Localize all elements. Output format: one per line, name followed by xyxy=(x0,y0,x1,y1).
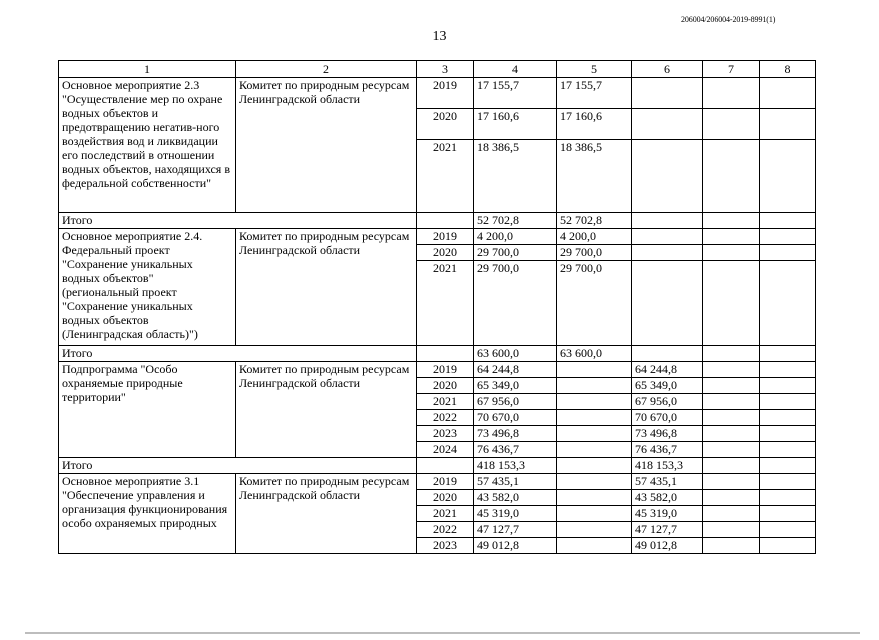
total-amount-cell: 63 600,0 xyxy=(474,346,557,362)
total-label: Итого xyxy=(59,458,417,474)
column-header: 7 xyxy=(703,61,760,78)
year-cell: 2021 xyxy=(417,394,474,410)
total-other-cell xyxy=(760,213,816,229)
table-row xyxy=(59,229,816,245)
measure-name: Основное мероприятие 3.1 "Обеспечение управления и организация функционирования особо охраняемых природных xyxy=(59,474,236,554)
amount-regional-cell: 64 244,8 xyxy=(632,362,703,378)
year-cell: 2019 xyxy=(417,78,474,109)
amount-federal-cell xyxy=(557,362,632,378)
year-cell: 2021 xyxy=(417,261,474,346)
year-cell: 2022 xyxy=(417,410,474,426)
amount-regional-cell xyxy=(632,245,703,261)
year-cell: 2024 xyxy=(417,442,474,458)
amount-other-cell xyxy=(760,442,816,458)
total-row xyxy=(59,213,816,229)
measure-name: Подпрограмма "Особо охраняемые природные территории" xyxy=(59,362,236,458)
table-row xyxy=(59,474,816,490)
total-regional-cell xyxy=(632,346,703,362)
amount-other-cell xyxy=(760,410,816,426)
measure-name: Основное мероприятие 2.3 "Осуществление мер по охране водных объектов и предотвращению негатив-ного воздействия вод и ликвидации его последствий в отношении водных объектов, находящихся в федеральной собственности" xyxy=(59,78,236,213)
amount-regional-cell: 65 349,0 xyxy=(632,378,703,394)
year-cell: 2019 xyxy=(417,229,474,245)
amount-regional-cell: 67 956,0 xyxy=(632,394,703,410)
total-year-cell xyxy=(417,346,474,362)
amount-local-cell xyxy=(703,410,760,426)
amount-federal-cell xyxy=(557,474,632,490)
year-cell: 2021 xyxy=(417,140,474,213)
amount-federal-cell xyxy=(557,538,632,554)
total-federal-cell: 63 600,0 xyxy=(557,346,632,362)
total-label: Итого xyxy=(59,346,417,362)
amount-local-cell xyxy=(703,140,760,213)
amount-federal-cell: 18 386,5 xyxy=(557,140,632,213)
total-federal-cell xyxy=(557,458,632,474)
amount-other-cell xyxy=(760,109,816,140)
total-row xyxy=(59,346,816,362)
column-header-row xyxy=(59,61,816,78)
amount-local-cell xyxy=(703,442,760,458)
amount-other-cell xyxy=(760,538,816,554)
amount-regional-cell: 49 012,8 xyxy=(632,538,703,554)
total-other-cell xyxy=(760,346,816,362)
total-local-cell xyxy=(703,213,760,229)
total-year-cell xyxy=(417,213,474,229)
amount-local-cell xyxy=(703,245,760,261)
scan-edge-line xyxy=(25,632,860,634)
document-id: 206004/206004-2019-8991(1) xyxy=(681,15,776,24)
amount-local-cell xyxy=(703,109,760,140)
year-cell: 2019 xyxy=(417,362,474,378)
amount-federal-cell: 17 160,6 xyxy=(557,109,632,140)
amount-federal-cell xyxy=(557,378,632,394)
amount-federal-cell xyxy=(557,442,632,458)
amount-other-cell xyxy=(760,506,816,522)
year-cell: 2020 xyxy=(417,490,474,506)
amount-other-cell xyxy=(760,426,816,442)
amount-other-cell xyxy=(760,140,816,213)
total-other-cell xyxy=(760,458,816,474)
year-cell: 2023 xyxy=(417,426,474,442)
amount-local-cell xyxy=(703,261,760,346)
amount-total-cell: 64 244,8 xyxy=(474,362,557,378)
total-row xyxy=(59,458,816,474)
budget-table xyxy=(58,60,816,554)
column-header: 4 xyxy=(474,61,557,78)
total-amount-cell: 418 153,3 xyxy=(474,458,557,474)
amount-total-cell: 67 956,0 xyxy=(474,394,557,410)
amount-regional-cell: 70 670,0 xyxy=(632,410,703,426)
amount-other-cell xyxy=(760,522,816,538)
amount-total-cell: 65 349,0 xyxy=(474,378,557,394)
amount-total-cell: 29 700,0 xyxy=(474,261,557,346)
executor-name: Комитет по природным ресурсам Ленинградской области xyxy=(236,229,417,346)
amount-local-cell xyxy=(703,426,760,442)
amount-local-cell xyxy=(703,538,760,554)
amount-total-cell: 47 127,7 xyxy=(474,522,557,538)
amount-federal-cell: 4 200,0 xyxy=(557,229,632,245)
amount-local-cell xyxy=(703,522,760,538)
table-row xyxy=(59,362,816,378)
amount-total-cell: 43 582,0 xyxy=(474,490,557,506)
amount-total-cell: 18 386,5 xyxy=(474,140,557,213)
amount-total-cell: 76 436,7 xyxy=(474,442,557,458)
total-regional-cell xyxy=(632,213,703,229)
total-federal-cell: 52 702,8 xyxy=(557,213,632,229)
total-local-cell xyxy=(703,458,760,474)
amount-federal-cell xyxy=(557,506,632,522)
amount-regional-cell: 43 582,0 xyxy=(632,490,703,506)
column-header: 1 xyxy=(59,61,236,78)
amount-other-cell xyxy=(760,394,816,410)
amount-regional-cell: 47 127,7 xyxy=(632,522,703,538)
amount-total-cell: 45 319,0 xyxy=(474,506,557,522)
executor-name: Комитет по природным ресурсам Ленинградской области xyxy=(236,362,417,458)
amount-total-cell: 4 200,0 xyxy=(474,229,557,245)
amount-federal-cell xyxy=(557,490,632,506)
column-header: 2 xyxy=(236,61,417,78)
amount-federal-cell xyxy=(557,394,632,410)
amount-local-cell xyxy=(703,78,760,109)
year-cell: 2021 xyxy=(417,506,474,522)
year-cell: 2019 xyxy=(417,474,474,490)
amount-federal-cell xyxy=(557,410,632,426)
total-amount-cell: 52 702,8 xyxy=(474,213,557,229)
amount-local-cell xyxy=(703,506,760,522)
page-number: 13 xyxy=(432,29,447,44)
column-header: 6 xyxy=(632,61,703,78)
year-cell: 2023 xyxy=(417,538,474,554)
amount-total-cell: 70 670,0 xyxy=(474,410,557,426)
amount-regional-cell xyxy=(632,109,703,140)
amount-federal-cell: 17 155,7 xyxy=(557,78,632,109)
amount-regional-cell xyxy=(632,261,703,346)
amount-other-cell xyxy=(760,229,816,245)
amount-total-cell: 49 012,8 xyxy=(474,538,557,554)
amount-local-cell xyxy=(703,474,760,490)
amount-federal-cell xyxy=(557,522,632,538)
column-header: 8 xyxy=(760,61,816,78)
amount-local-cell xyxy=(703,378,760,394)
amount-regional-cell: 45 319,0 xyxy=(632,506,703,522)
amount-other-cell xyxy=(760,245,816,261)
amount-other-cell xyxy=(760,490,816,506)
table-row xyxy=(59,78,816,109)
amount-regional-cell xyxy=(632,78,703,109)
year-cell: 2020 xyxy=(417,245,474,261)
amount-other-cell xyxy=(760,378,816,394)
year-cell: 2022 xyxy=(417,522,474,538)
year-cell: 2020 xyxy=(417,378,474,394)
amount-regional-cell: 57 435,1 xyxy=(632,474,703,490)
amount-federal-cell: 29 700,0 xyxy=(557,245,632,261)
total-label: Итого xyxy=(59,213,417,229)
amount-federal-cell: 29 700,0 xyxy=(557,261,632,346)
total-year-cell xyxy=(417,458,474,474)
executor-name: Комитет по природным ресурсам Ленинградской области xyxy=(236,474,417,554)
executor-name: Комитет по природным ресурсам Ленинградской области xyxy=(236,78,417,213)
amount-other-cell xyxy=(760,474,816,490)
total-local-cell xyxy=(703,346,760,362)
amount-regional-cell xyxy=(632,140,703,213)
amount-local-cell xyxy=(703,490,760,506)
amount-regional-cell xyxy=(632,229,703,245)
amount-local-cell xyxy=(703,229,760,245)
amount-regional-cell: 73 496,8 xyxy=(632,426,703,442)
amount-other-cell xyxy=(760,362,816,378)
amount-total-cell: 73 496,8 xyxy=(474,426,557,442)
column-header: 3 xyxy=(417,61,474,78)
column-header: 5 xyxy=(557,61,632,78)
amount-federal-cell xyxy=(557,426,632,442)
amount-total-cell: 17 160,6 xyxy=(474,109,557,140)
measure-name: Основное мероприятие 2.4. Федеральный проект "Сохранение уникальных водных объектов" (региональный проект "Сохранение уникальных водных объектов (Ленинградская область)") xyxy=(59,229,236,346)
amount-total-cell: 57 435,1 xyxy=(474,474,557,490)
amount-local-cell xyxy=(703,362,760,378)
amount-total-cell: 17 155,7 xyxy=(474,78,557,109)
amount-other-cell xyxy=(760,78,816,109)
amount-local-cell xyxy=(703,394,760,410)
amount-total-cell: 29 700,0 xyxy=(474,245,557,261)
total-regional-cell: 418 153,3 xyxy=(632,458,703,474)
amount-regional-cell: 76 436,7 xyxy=(632,442,703,458)
year-cell: 2020 xyxy=(417,109,474,140)
amount-other-cell xyxy=(760,261,816,346)
